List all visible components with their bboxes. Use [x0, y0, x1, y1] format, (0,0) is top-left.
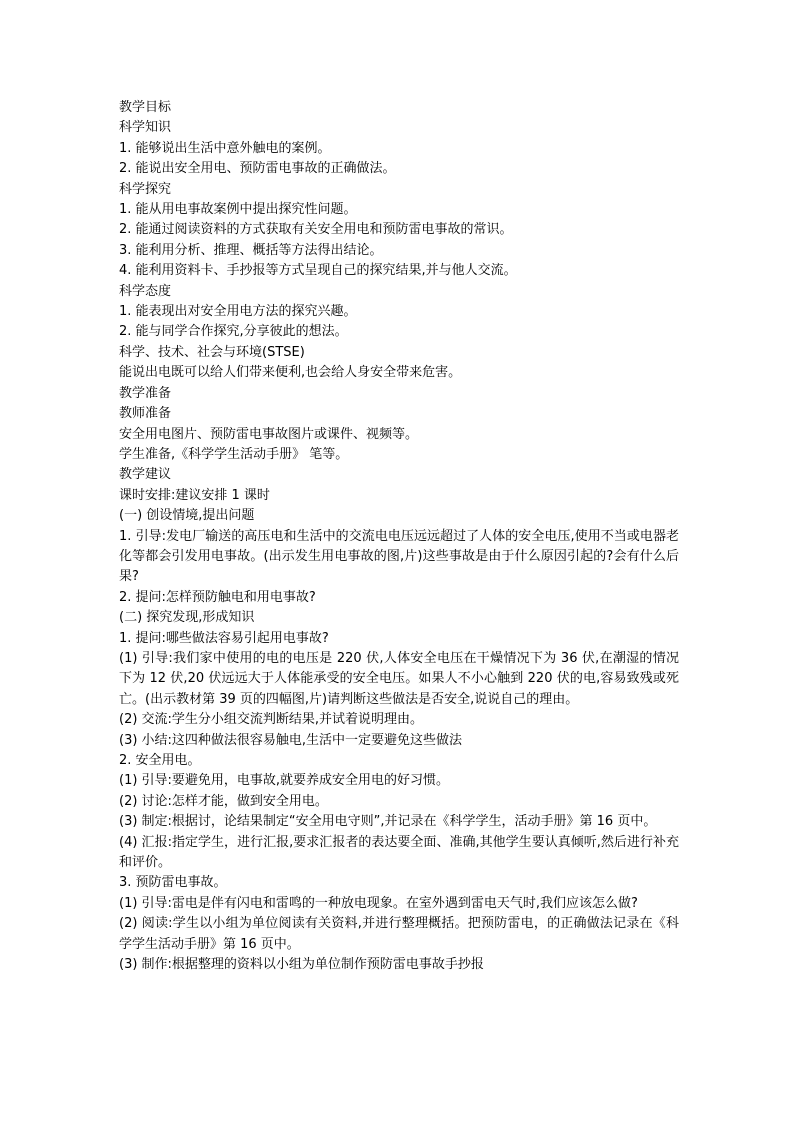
paragraph: (2) 阅读:学生以小组为单位阅读有关资料,并进行整理概括。把预防雷电，的正确做法记录在《科学学生活动手册》第 16 页中。 [119, 916, 679, 952]
list-item: 4. 能利用资料卡、手抄报等方式呈现自己的探究结果,并与他人交流。 [119, 263, 517, 279]
heading-teaching-goals: 教学目标 [119, 100, 172, 115]
paragraph: 学生准备,《科学学生活动手册》 笔等。 [119, 446, 349, 462]
document-body [119, 98, 679, 975]
paragraph: 能说出电既可以给人们带来便利,也会给人身安全带来危害。 [119, 365, 462, 381]
list-item: 3. 能利用分析、推理、概括等方法得出结论。 [119, 242, 383, 258]
list-item: 1. 能从用电事故案例中提出探究性问题。 [119, 202, 357, 218]
list-item: (1) 引导:要避免用，电事故,就要养成安全用电的好习惯。 [119, 773, 450, 789]
subheading-science-inquiry: 科学探究 [119, 181, 172, 197]
paragraph: 安全用电图片、预防雷电事故图片或课件、视频等。 [119, 426, 419, 442]
list-item: (2) 交流:学生分小组交流判断结果,并试着说明理由。 [119, 712, 424, 728]
list-item: 2. 安全用电。 [119, 753, 201, 768]
list-item: 1. 提问:哪些做法容易引起用电事故? [119, 630, 329, 646]
subheading-science-attitude: 科学态度 [119, 283, 172, 299]
paragraph: 课时安排:建议安排 1 课时 [119, 487, 270, 503]
subheading-teacher-preparation: 教师准备 [119, 406, 172, 422]
paragraph: (3) 制定:根据讨，论结果制定“安全用电守则”,并记录在《科学学生，活动手册》第 16 页中。 [119, 814, 657, 830]
subheading-stse: 科学、技术、社会与环境(STSE) [119, 344, 305, 360]
list-item: 1. 能够说出生活中意外触电的案例。 [119, 140, 331, 156]
paragraph: (4) 汇报:指定学生，进行汇报,要求汇报者的表达要全面、准确,其他学生要认真倾听,然后进行补充和评价。 [119, 834, 679, 871]
list-item: 2. 提问:怎样预防触电和用电事故? [119, 589, 316, 605]
list-item: 2. 能通过阅读资料的方式获取有关安全用电和预防雷电事故的常识。 [119, 222, 513, 238]
list-item: 2. 能说出安全用电、预防雷电事故的正确做法。 [119, 161, 396, 177]
heading-teaching-preparation: 教学准备 [119, 385, 172, 401]
list-item: (1) 引导:雷电是伴有闪电和雷鸣的一种放电现象。在室外遇到雷电天气时,我们应该怎么做? [119, 895, 638, 911]
list-item: (2) 讨论:怎样才能，做到安全用电。 [119, 793, 328, 809]
section-heading: (二) 探究发现,形成知识 [119, 610, 255, 626]
list-item: (3) 小结:这四种做法很容易触电,生活中一定要避免这些做法 [119, 732, 463, 748]
paragraph: 1. 引导:发电厂输送的高压电和生活中的交流电电压远远超过了人体的安全电压,使用不当或电器老化等都会引发用电事故。(出示发生用电事故的图,片)这些事故是由于什么原因引起的?会有什么后果? [119, 528, 679, 585]
list-item: (3) 制作:根据整理的资料以小组为单位制作预防雷电事故手抄报 [119, 957, 484, 973]
section-heading: (一) 创设情境,提出问题 [119, 508, 255, 524]
heading-teaching-suggestions: 教学建议 [119, 467, 172, 483]
list-item: 3. 预防雷电事故。 [119, 875, 227, 891]
subheading-science-knowledge: 科学知识 [119, 120, 172, 136]
list-item: 1. 能表现出对安全用电方法的探究兴趣。 [119, 304, 357, 320]
list-item: 2. 能与同学合作探究,分享彼此的想法。 [119, 324, 348, 340]
paragraph: (1) 引导:我们家中使用的电的电压是 220 伏,人体安全电压在干燥情况下为 36 伏,在潮湿的情况下为 12 伏,20 伏远远大于人体能承受的安全电压。如果人不小心触到 220 伏的电,容易致残或死亡。(出示教材第 39 页的四幅图,片)请判断这些做法是否安全,说说自己的理由。 [119, 650, 679, 707]
